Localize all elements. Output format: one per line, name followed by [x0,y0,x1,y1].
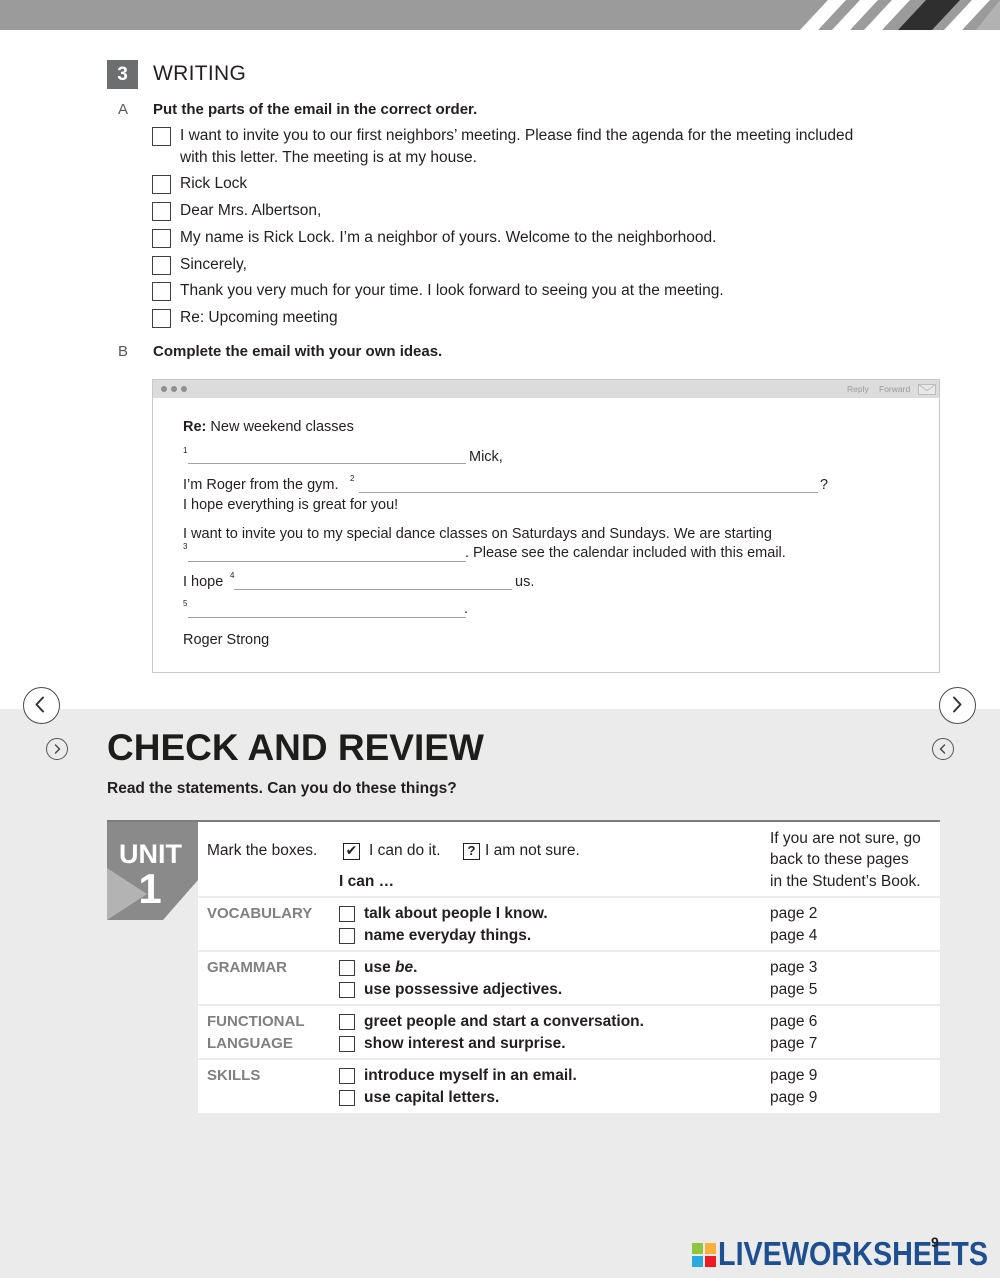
self-check-checkbox[interactable] [339,1014,355,1030]
category-label: GRAMMAR [207,959,287,976]
page-number: 9 [931,1234,939,1250]
diagonal-stripes-decoration [0,0,1000,30]
logo-square [692,1243,703,1254]
question-box-icon [463,843,480,860]
chevron-left-icon [932,738,954,760]
closing-period: . [464,601,469,617]
email-window [152,379,940,673]
review-instruction: Read the statements. Can you do these things? [107,780,457,797]
hope-end-text: us. [515,574,535,590]
order-checkbox-4[interactable] [152,229,171,248]
review-table-header [198,822,940,896]
order-item-5: Sincerely, [180,256,247,273]
email-signature: Roger Strong [183,632,270,648]
window-dot-icon [161,386,167,392]
part-b-letter: B [118,343,129,360]
page-reference: page 3 [770,959,818,976]
order-item-4: My name is Rick Lock. I’m a neighbor of yours. Welcome to the neighborhood. [180,229,717,246]
order-item-7: Re: Upcoming meeting [180,309,338,326]
prev-page-button[interactable] [23,687,60,724]
not-sure-label: I am not sure. [485,842,580,859]
greeting-name: Mick, [469,449,503,465]
reply-button: Reply [847,384,869,394]
logo-square [705,1256,716,1267]
chevron-right-circle-icon [46,738,68,760]
top-banner [0,0,1000,30]
section-number: 3 [117,64,128,85]
can-do-statement: use possessive adjectives. [364,981,563,998]
part-b-instruction: Complete the email with your own ideas. [153,343,443,360]
logo-square [705,1243,716,1254]
table-row [198,952,940,1004]
order-checkbox-7[interactable] [152,309,171,328]
self-check-checkbox[interactable] [339,928,355,944]
order-checkbox-1[interactable] [152,127,171,146]
invite-text: I want to invite you to my special dance classes on Saturdays and Sundays. We are starting [183,526,772,542]
brand-logo-text [718,1238,990,1270]
unit-number: 1 [138,865,162,912]
category-label: SKILLS [207,1067,261,1084]
review-title: CHECK AND REVIEW [107,727,484,768]
can-do-label: I can do it. [369,842,441,859]
can-do-statement: use capital letters. [364,1089,500,1106]
order-item-2: Rick Lock [180,175,248,192]
blank-number-5: 5 [183,599,188,608]
chevron-right-icon [938,686,975,723]
part-a-letter: A [118,101,129,118]
mark-boxes-label: Mark the boxes. [207,842,318,859]
order-checkbox-5[interactable] [152,256,171,275]
subject-label: Re: [183,419,207,435]
page-reference: page 5 [770,981,818,998]
envelope-icon [918,384,936,395]
wish-text: I hope everything is great for you! [183,497,399,513]
can-do-statement: talk about people I know. [364,905,548,922]
chevron-left-icon [22,686,59,723]
blank-5-input[interactable] [188,601,469,618]
blank-number-4: 4 [230,571,235,580]
can-do-statement: show interest and surprise. [364,1035,566,1052]
section-number-badge [107,60,138,89]
reference-note-line-3: in the Student’s Book. [770,873,921,890]
statement-text: use [364,959,396,976]
self-check-checkbox[interactable] [339,1036,355,1052]
self-check-checkbox[interactable] [339,1090,355,1106]
chevron-left-circle-icon [932,738,954,760]
category-label: LANGUAGE [207,1035,293,1052]
self-check-checkbox[interactable] [339,906,355,922]
forward-button: Forward [879,384,911,394]
order-item-6: Thank you very much for your time. I look forward to seeing you at the meeting. [180,282,724,299]
table-row [198,898,940,950]
checked-box-icon [343,843,360,860]
subject-text: New weekend classes [210,419,354,435]
blank-number-2: 2 [350,474,355,483]
table-row [198,1060,940,1113]
window-dot-icon [181,386,187,392]
blank-4-input[interactable] [234,574,512,590]
intro-text: I’m Roger from the gym. [183,477,339,493]
part-a-instruction: Put the parts of the email in the correct order. [153,101,478,118]
self-check-checkbox[interactable] [339,960,355,976]
email-toolbar [153,380,939,398]
calendar-text: . Please see the calendar included with this email. [465,545,786,561]
page-reference: page 9 [770,1089,818,1106]
brand-name: LIVEWORKSHEETS [718,1238,988,1270]
category-label: FUNCTIONAL [207,1013,305,1030]
page-reference: page 4 [770,927,818,944]
order-checkbox-2[interactable] [152,175,171,194]
i-can-label: I can … [339,873,395,890]
question-mark: ? [467,843,476,858]
statement-italic-word: be [395,959,414,976]
page-reference: page 6 [770,1013,818,1030]
section-title: WRITING [153,62,247,85]
page-reference: page 9 [770,1067,818,1084]
table-row [198,1006,940,1058]
chevron-right-icon [46,738,68,760]
intro-question-mark: ? [820,477,829,493]
check-mark-icon: ✔ [345,843,358,859]
logo-square [692,1256,703,1267]
unit-label: UNIT [119,839,182,869]
blank-2-input[interactable] [359,477,818,493]
category-label: VOCABULARY [207,905,313,922]
page-reference: page 7 [770,1035,818,1052]
window-dot-icon [171,386,177,392]
blank-number-1: 1 [183,446,188,455]
hope-text: I hope [183,574,224,590]
can-do-statement: name everyday things. [364,927,532,944]
self-check-checkbox[interactable] [339,1068,355,1084]
order-item-1-line-2: with this letter. The meeting is at my house. [180,149,477,166]
page-reference: page 2 [770,905,818,922]
can-do-statement: introduce myself in an email. [364,1067,577,1084]
order-checkbox-6[interactable] [152,282,171,301]
next-page-button[interactable] [939,687,976,724]
statement-text: . [413,959,418,976]
self-check-checkbox[interactable] [339,982,355,998]
reference-note-line-2: back to these pages [770,851,909,868]
blank-1-input[interactable] [188,448,466,464]
can-do-statement: greet people and start a conversation. [364,1013,644,1030]
email-subject [183,418,354,436]
blank-number-3: 3 [183,542,188,551]
order-item-3: Dear Mrs. Albertson, [180,202,322,219]
blank-3-input[interactable] [188,546,466,562]
can-do-statement [364,959,417,977]
order-checkbox-3[interactable] [152,202,171,221]
order-item-1-line-1: I want to invite you to our first neighbors’ meeting. Please find the agenda for the meeting included [180,127,854,144]
reference-note-line-1: If you are not sure, go [770,830,921,847]
